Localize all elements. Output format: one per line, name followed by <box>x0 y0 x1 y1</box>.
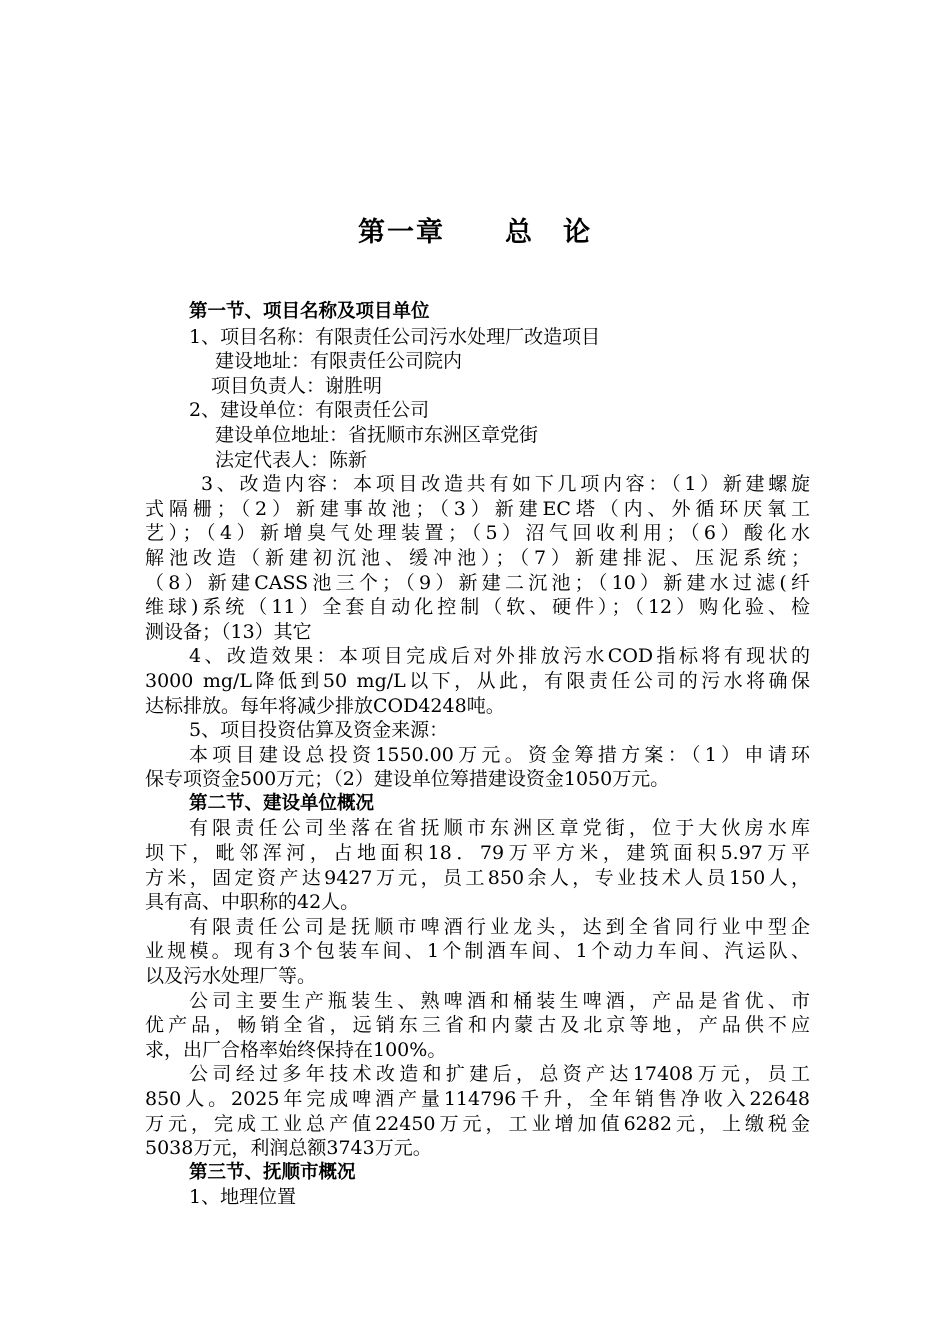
paragraph-line: 2、建设单位：有限责任公司 <box>189 399 430 422</box>
paragraph-line: 式隔栅；（2）新建事故池；（3）新建EC塔（内、外循环厌氧工 <box>145 497 810 520</box>
paragraph-line: 建设单位地址：省抚顺市东洲区章党街 <box>215 423 539 446</box>
paragraph-line: 1、地理位置 <box>189 1186 297 1209</box>
paragraph-line: 坝下，毗邻浑河，占地面积18．79万平方米，建筑面积5.97万平 <box>145 842 810 865</box>
paragraph-line: 业规模。现有3个包装车间、1个制酒车间、1个动力车间、汽运队、 <box>145 940 810 963</box>
paragraph-line: 4、改造效果：本项目完成后对外排放污水COD指标将有现状的 <box>189 645 810 668</box>
paragraph-line: 解池改造（新建初沉池、缓冲池）；（7）新建排泥、压泥系统； <box>145 546 810 569</box>
paragraph-line: 测设备；（13）其它 <box>145 620 312 643</box>
paragraph-line: 公司主要生产瓶装生、熟啤酒和桶装生啤酒，产品是省优、市 <box>189 989 810 1012</box>
chapter-name: 总 论 <box>505 217 592 248</box>
paragraph-line: 有限责任公司坐落在省抚顺市东洲区章党街，位于大伙房水库 <box>189 817 810 840</box>
paragraph-line: 万元，完成工业总产值22450万元，工业增加值6282元，上缴税金 <box>145 1112 810 1135</box>
paragraph-line: 850人。2025年完成啤酒产量114796千升，全年销售净收入22648 <box>145 1088 810 1110</box>
section-heading: 第一节、项目名称及项目单位 <box>189 301 430 322</box>
chapter-title <box>0 210 950 249</box>
paragraph-line: 法定代表人：陈新 <box>215 448 368 471</box>
paragraph-line: 达标排放。每年将减少排放COD4248吨。 <box>145 694 505 717</box>
paragraph-line: 有限责任公司是抚顺市啤酒行业龙头，达到全省同行业中型企 <box>189 915 810 938</box>
paragraph-line: 艺）；（4）新增臭气处理装置；（5）沼气回收利用；（6）酸化水 <box>145 522 810 545</box>
paragraph-line: 5、项目投资估算及资金来源： <box>189 719 449 742</box>
paragraph-line: 3000 mg/L降低到50 mg/L以下，从此，有限责任公司的污水将确保 <box>145 669 810 692</box>
section-heading: 第二节、建设单位概况 <box>189 792 375 814</box>
paragraph-line: 5038万元，利润总额3743万元。 <box>145 1137 432 1160</box>
body-text <box>145 300 810 1210</box>
chapter-number: 第一章 <box>358 217 445 248</box>
paragraph-line: 保专项资金500万元；（2）建设单位筹措建设资金1050万元。 <box>145 768 670 791</box>
paragraph-line: 本项目建设总投资1550.00万元。资金筹措方案：（1）申请环 <box>189 743 810 766</box>
section-heading: 第三节、抚顺市概况 <box>189 1161 356 1183</box>
paragraph-line: 方米，固定资产达9427万元，员工850余人，专业技术人员150人， <box>145 866 810 889</box>
paragraph-line: 项目负责人：谢胜明 <box>211 374 383 397</box>
paragraph-line: 求，出厂合格率始终保持在100%。 <box>145 1038 447 1061</box>
paragraph-line: 3、改造内容：本项目改造共有如下几项内容：（1）新建螺旋 <box>201 473 810 496</box>
paragraph-line: 建设地址：有限责任公司院内 <box>215 350 463 373</box>
paragraph-line: 1、项目名称：有限责任公司污水处理厂改造项目 <box>189 325 601 348</box>
paragraph-line: 具有高、中职称的42人。 <box>145 891 360 914</box>
paragraph-line: 公司经过多年技术改造和扩建后，总资产达17408万元，员工 <box>189 1063 810 1086</box>
paragraph-line: （8）新建CASS池三个；（9）新建二沉池；（10）新建水过滤(纤 <box>145 571 810 594</box>
paragraph-line: 以及污水处理厂等。 <box>145 965 317 988</box>
paragraph-line: 维球)系统（11）全套自动化控制（软、硬件）；（12）购化验、检 <box>145 596 810 619</box>
paragraph-line: 优产品，畅销全省，远销东三省和内蒙古及北京等地，产品供不应 <box>145 1014 810 1037</box>
